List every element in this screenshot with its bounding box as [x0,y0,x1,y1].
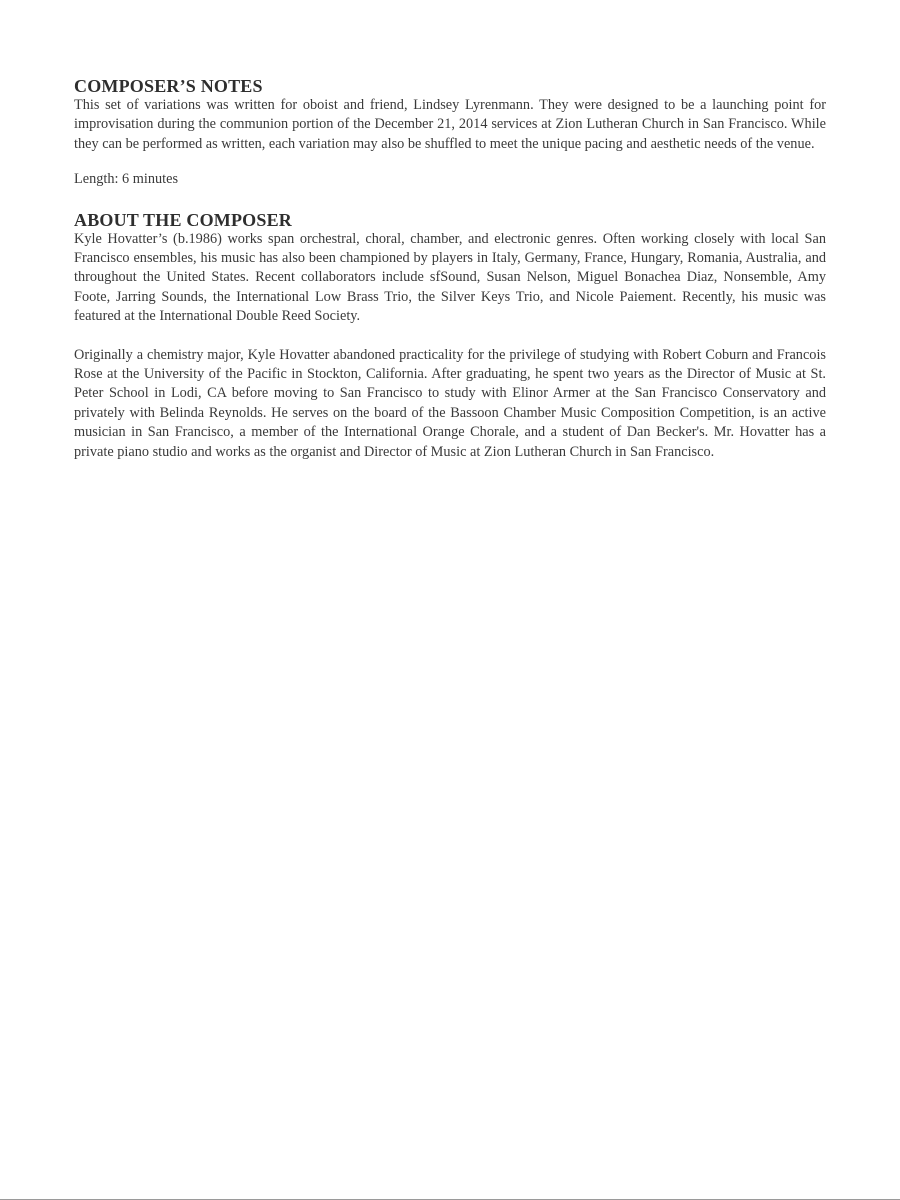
composers-notes-section [74,76,826,190]
about-composer-paragraph-2: Originally a chemistry major, Kyle Hovatter abandoned practicality for the privilege of studying with Robert Coburn and Francois Rose at the University of the Pacific in Stockton, California. After graduating, he spent two years as the Director of Music at St. Peter School in Lodi, CA before moving to San Francisco to study with Elinor Armer at the San Francisco Conservatory and privately with Belinda Reynolds. He serves on the board of the Bassoon Chamber Music Composition Competition, is an active musician in San Francisco, a member of the International Orange Chorale, and a student of Dan Becker's. Mr. Hovatter has a private piano studio and works as the organist and Director of Music at Zion Lutheran Church in San Francisco. [74,346,826,460]
composers-notes-body: This set of variations was written for oboist and friend, Lindsey Lyrenmann. They were designed to be a launching point for improvisation during the communion portion of the December 21, 2014 services at Zion Lutheran Church in San Francisco. While they can be performed as written, each variation may also be shuffled to meet the unique pacing and aesthetic needs of the venue. [74,97,826,152]
about-composer-section [74,210,826,462]
composers-notes-heading: COMPOSER’S NOTES [74,76,263,96]
about-composer-heading: ABOUT THE COMPOSER [74,209,292,230]
piece-length: Length: 6 minutes [74,171,179,188]
about-composer-paragraph-1: Kyle Hovatter’s (b.1986) works span orchestral, choral, chamber, and electronic genres. Often working closely with local San Francisco ensembles, his music has also been championed by players in Italy, Germany, France, Hungary, Romania, Australia, and throughout the United States. Recent collaborators include sfSound, Susan Nelson, Miguel Bonachea Diaz, Nonsemble, Amy Foote, Jarring Sounds, the International Low Brass Trio, the Silver Keys Trio, and Nicole Paiement. Recently, his music was featured at the International Double Reed Society. [74,230,826,325]
document-page [74,76,826,462]
